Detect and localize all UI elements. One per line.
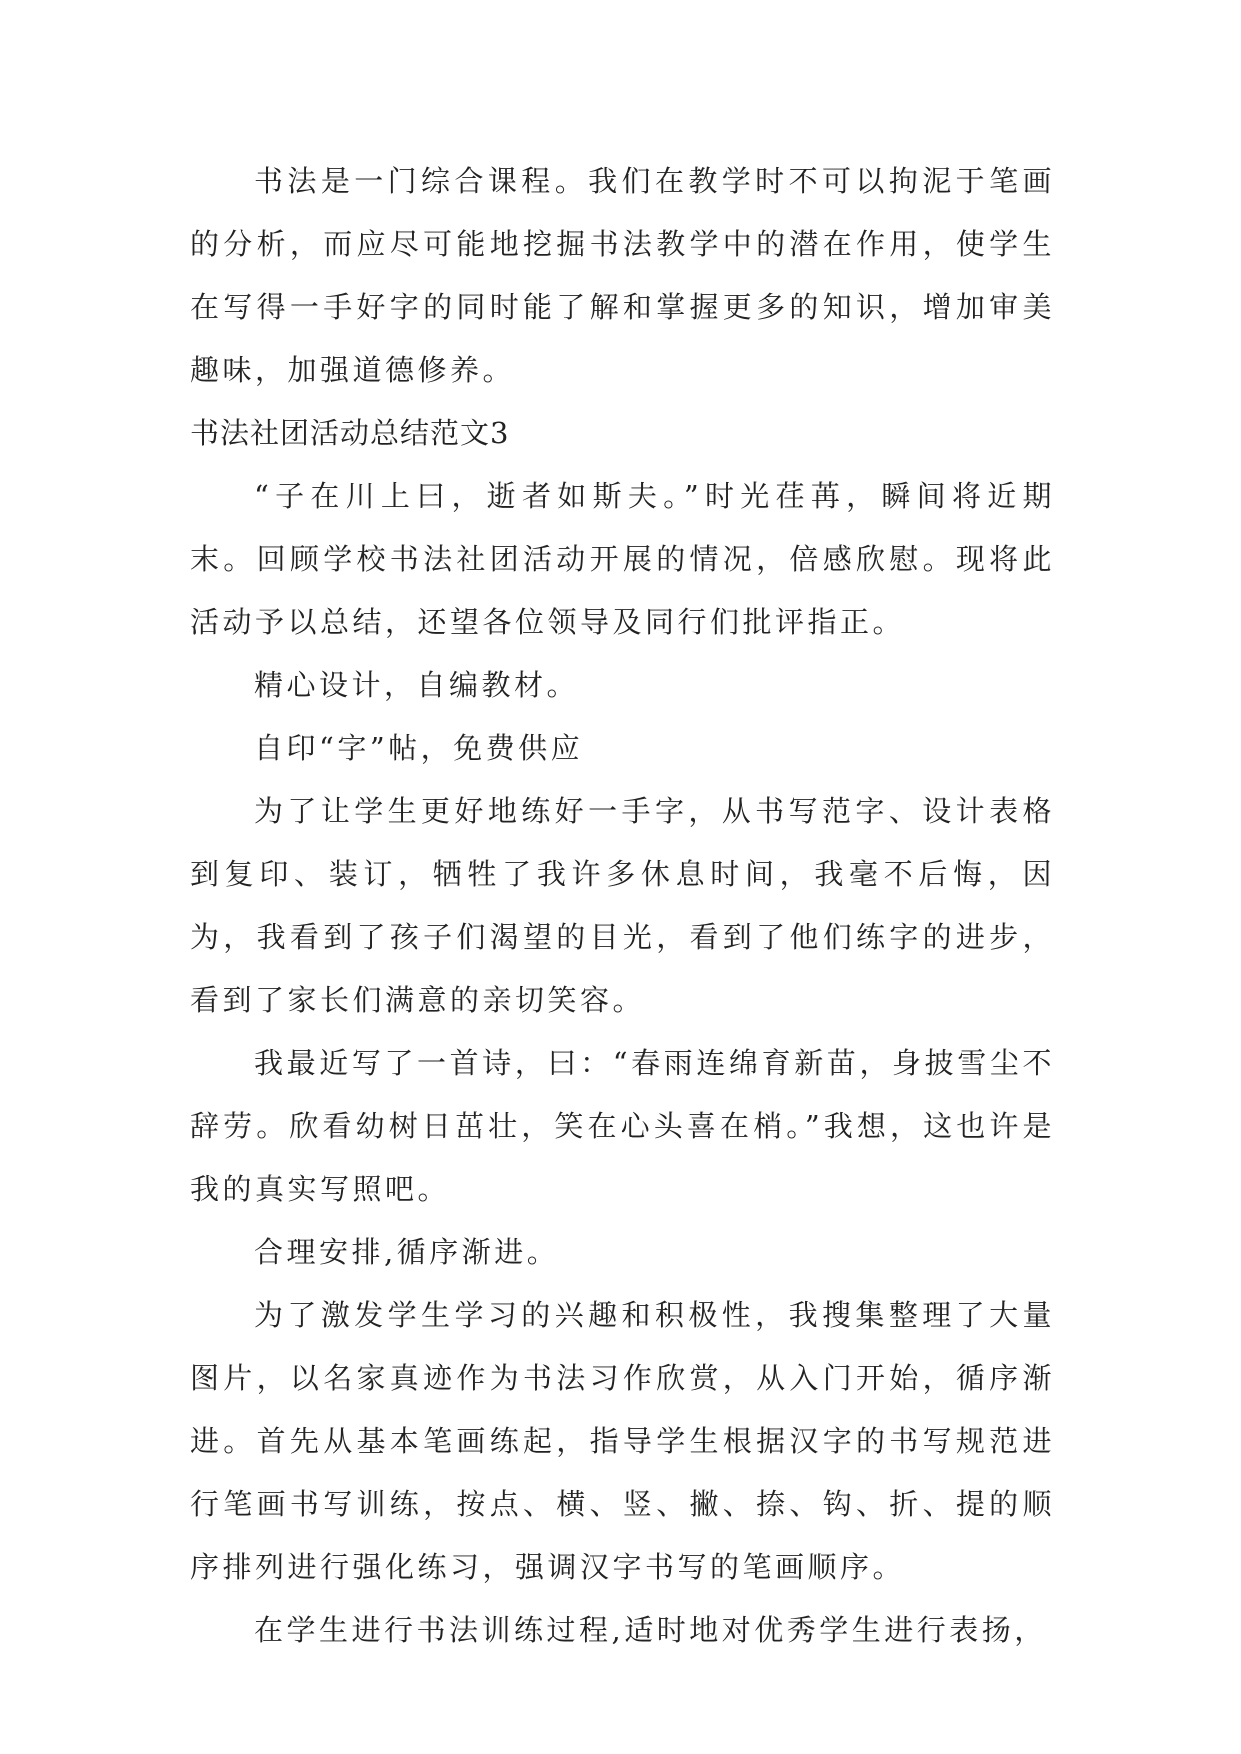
paragraph-praise-students: 在学生进行书法训练过程,适时地对优秀学生进行表扬， xyxy=(254,1613,1047,1647)
paragraph-opening-quote: “子在川上曰，逝者如斯夫。”时光荏苒，瞬间将近期末。回顾学校书法社团活动开展的情况，倍感欣慰。现将此活动予以总结，还望各位领导及同行们批评指正。 xyxy=(190,479,1055,639)
paragraph-poem: 我最近写了一首诗，曰：“春雨连绵育新苗，身披雪尘不辞劳。欣看幼树日茁壮，笑在心头喜在梢。”我想，这也许是我的真实写照吧。 xyxy=(190,1046,1055,1206)
paragraph-stimulate-interest: 为了激发学生学习的兴趣和积极性，我搜集整理了大量图片，以名家真迹作为书法习作欣赏，从入门开始，循序渐进。首先从基本笔画练起，指导学生根据汉字的书写规范进行笔画书写训练，按点、横、竖、撇、捺、钩、折、提的顺序排列进行强化练习，强调汉字书写的笔画顺序。 xyxy=(190,1298,1055,1584)
paragraph-practice-effort: 为了让学生更好地练好一手字，从书写范字、设计表格到复印、装订，牺牲了我许多休息时间，我毫不后悔，因为，我看到了孩子们渴望的目光，看到了他们练字的进步，看到了家长们满意的亲切笑容。 xyxy=(190,794,1055,1017)
document-page xyxy=(190,150,1055,1662)
paragraph-reasonable-arrangement: 合理安排,循序渐进。 xyxy=(254,1235,560,1269)
section-heading: 书法社团活动总结范文3 xyxy=(190,416,510,450)
paragraph-careful-design: 精心设计，自编教材。 xyxy=(254,668,580,702)
paragraph-free-copybook: 自印“字”帖，免费供应 xyxy=(254,731,584,765)
paragraph-calligraphy-course: 书法是一门综合课程。我们在教学时不可以拘泥于笔画的分析，而应尽可能地挖掘书法教学中的潜在作用，使学生在写得一手好字的同时能了解和掌握更多的知识，增加审美趣味，加强道德修养。 xyxy=(190,164,1055,387)
